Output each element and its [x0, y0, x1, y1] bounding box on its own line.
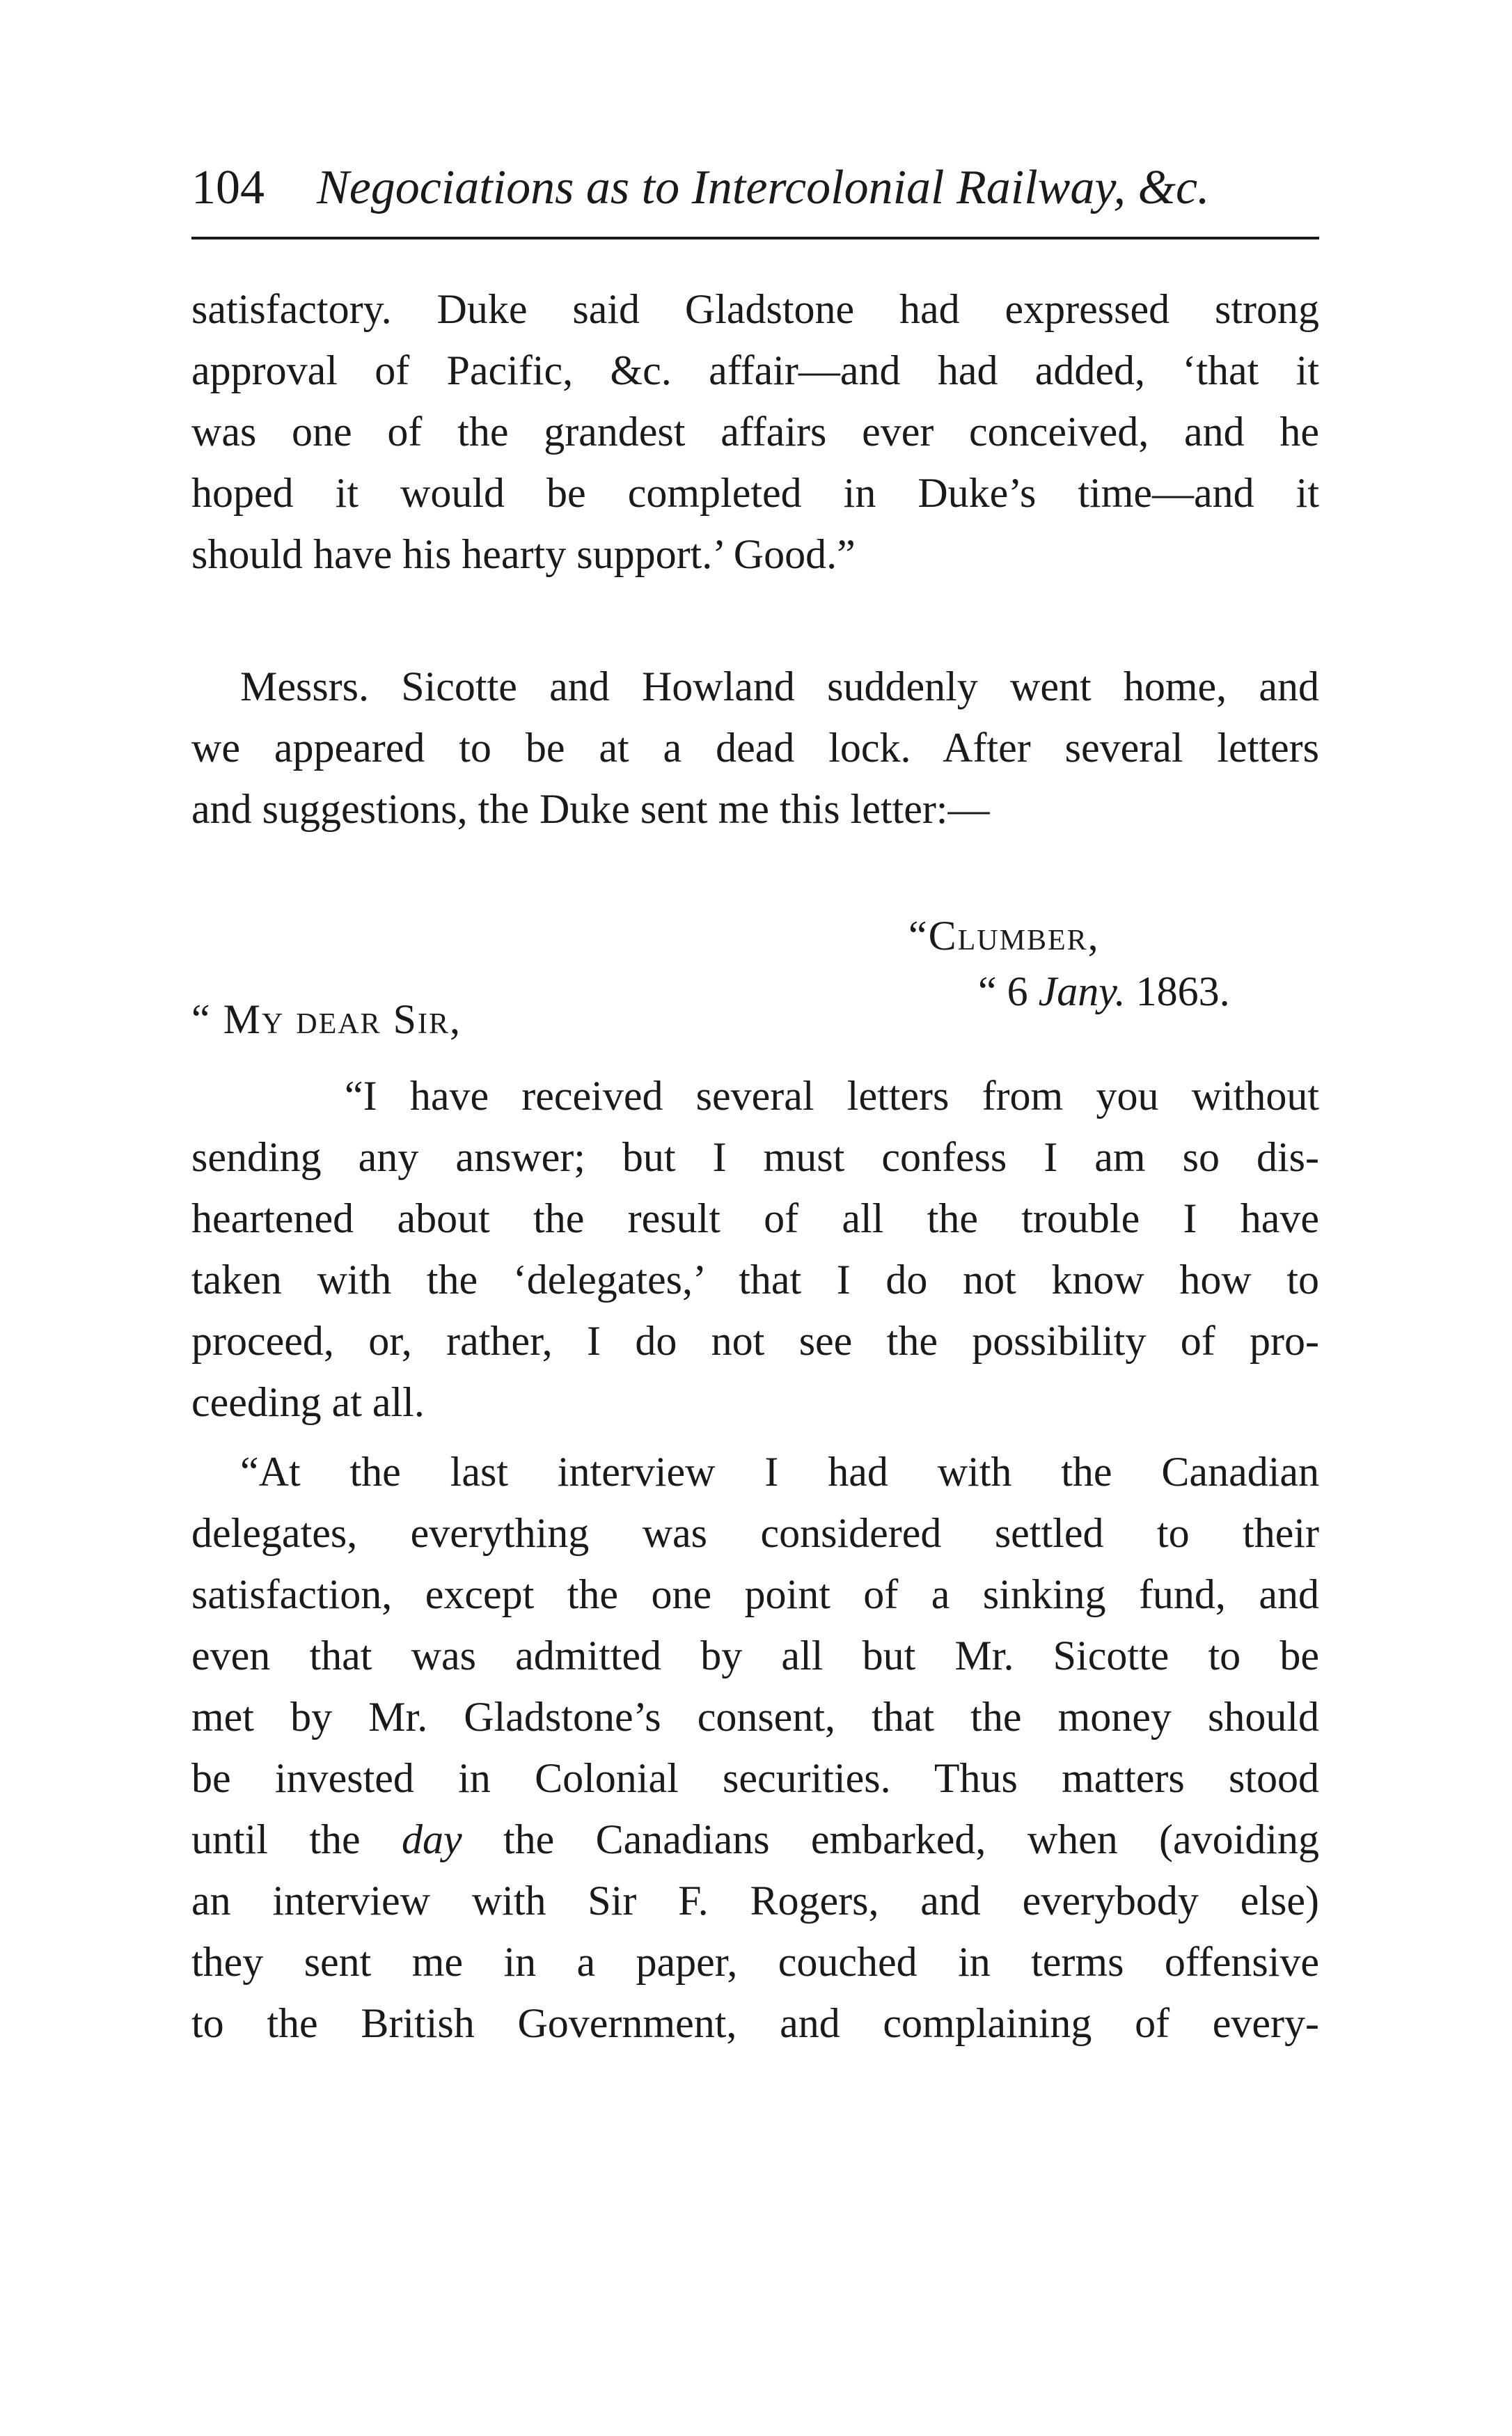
letter-date-prefix: “ 6: [978, 968, 1039, 1014]
text-line: be invested in Colonial securities. Thus matters stood: [191, 1755, 1319, 1801]
text-line: and suggestions, the Duke sent me this letter:—: [191, 786, 990, 832]
text-line: delegates, everything was considered settled to their: [191, 1510, 1319, 1556]
letter-salutation: “ My dear Sir,: [191, 996, 462, 1042]
running-header: [191, 153, 1319, 223]
text-line: approval of Pacific, &c. affair—and had added, ‘that it: [191, 347, 1319, 393]
text-line: Messrs. Sicotte and Howland suddenly went home, and: [240, 663, 1319, 709]
text-line: they sent me in a paper, couched in terms offensive: [191, 1939, 1319, 1985]
text-line: we appeared to be at a dead lock. After several letters: [191, 725, 1319, 771]
text-line: proceed, or, rather, I do not see the possibility of pro-: [191, 1318, 1319, 1364]
text-line: hoped it would be completed in Duke’s time—and it: [191, 470, 1319, 516]
text-run: the Canadians embarked, when (avoiding: [462, 1816, 1320, 1862]
letter-date-month: Jany.: [1038, 968, 1126, 1014]
emphasized-word: day: [402, 1816, 462, 1862]
text-line: should have his hearty support.’ Good.”: [191, 531, 856, 577]
header-rule: [191, 237, 1319, 239]
text-line: “I have received several letters from you without: [345, 1073, 1319, 1119]
letter-date-year: 1863.: [1125, 968, 1230, 1014]
text-line: an interview with Sir F. Rogers, and everybody else): [191, 1878, 1319, 1924]
text-line: even that was admitted by all but Mr. Sicotte to be: [191, 1633, 1319, 1679]
text-line: satisfactory. Duke said Gladstone had expressed strong: [191, 286, 1319, 332]
text-line: heartened about the result of all the trouble I have: [191, 1195, 1319, 1241]
running-title: Negociations as to Intercolonial Railway, &c.: [317, 161, 1210, 214]
page-number: 104: [191, 161, 265, 214]
text-line: to the British Government, and complaining of every-: [191, 2000, 1319, 2046]
letter-date: [978, 961, 1230, 1022]
text-line: was one of the grandest affairs ever conceived, and he: [191, 409, 1319, 455]
text-line: [191, 1809, 1319, 1870]
text-line: satisfaction, except the one point of a sinking fund, and: [191, 1571, 1319, 1617]
text-line: met by Mr. Gladstone’s consent, that the money should: [191, 1694, 1319, 1740]
text-run: until the: [191, 1816, 402, 1862]
text-line: “At the last interview I had with the Canadian: [240, 1449, 1319, 1495]
text-line: taken with the ‘delegates,’ that I do not know how to: [191, 1257, 1319, 1303]
text-line: sending any answer; but I must confess I am so dis-: [191, 1134, 1319, 1180]
letter-place: “Clumber,: [908, 913, 1100, 959]
text-line: ceeding at all.: [191, 1379, 425, 1425]
